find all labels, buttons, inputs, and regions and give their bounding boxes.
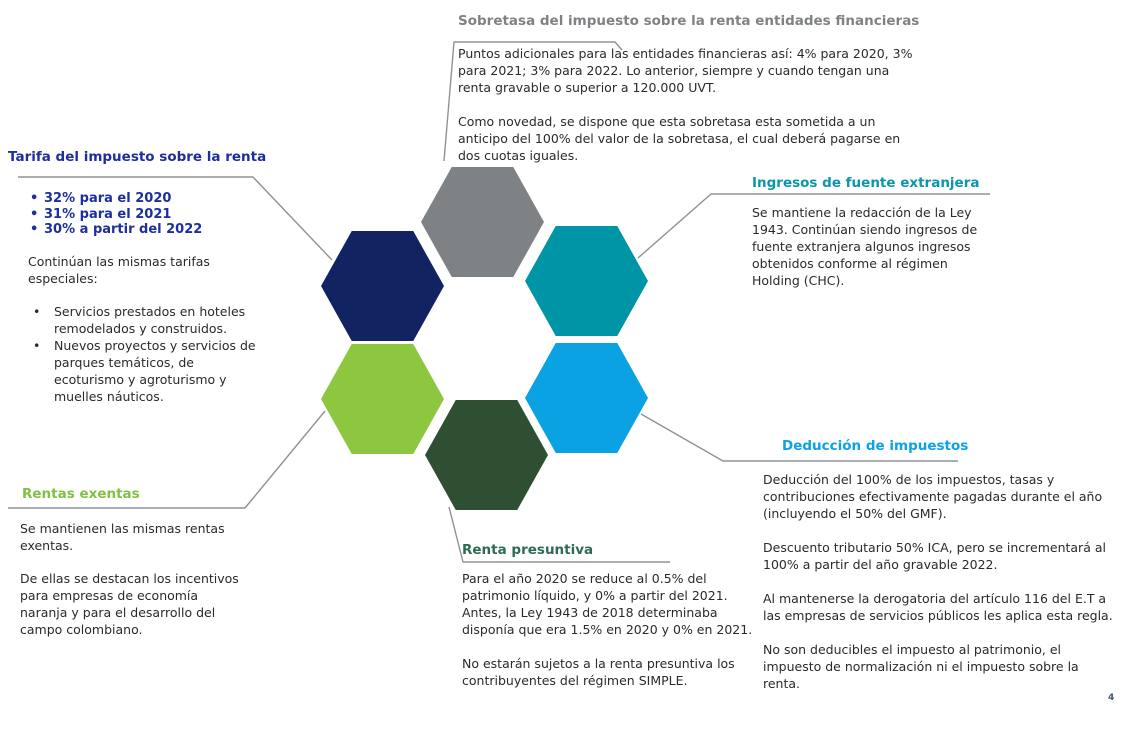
tarifa-intro: Continúan las mismas tarifas especiales:: [28, 253, 210, 286]
hexagon-tarifa: [321, 231, 444, 341]
deduccion-paragraph-1: Deducción del 100% de los impuestos, tasas y contribuciones efectivamente pagadas durante el año (incluyendo el 50% del GMF).: [763, 472, 1103, 521]
deduccion-paragraph-2: Descuento tributario 50% ICA, pero se incrementará al 100% a partir del año gravable 2022.: [763, 540, 1106, 572]
section-deduccion-title: Deducción de impuestos: [782, 438, 969, 454]
hexagon-rentas-exentas: [321, 344, 444, 454]
deduccion-paragraph-3: Al mantenerse la derogatoria del artículo 116 del E.T a las empresas de servicios públicos les aplica esta regla.: [763, 591, 1113, 623]
tarifa-rate-2021: • 31% para el 2021: [30, 207, 280, 223]
hexagon-deduccion: [525, 343, 648, 453]
tarifa-rate-2022: • 30% a partir del 2022: [30, 222, 280, 238]
tarifa-rate-list: [8, 191, 280, 238]
page-number: 4: [1108, 693, 1115, 703]
hexagon-sobretasa: [421, 167, 544, 277]
section-renta-presuntiva-title: Renta presuntiva: [462, 542, 594, 558]
sobretasa-paragraph-1: Puntos adicionales para las entidades financieras así: 4% para 2020, 3% para 2021; 3% para 2022. Lo anterior, siempre y cuando tengan una renta gravable o superior a 120.000 UVT.: [458, 46, 913, 95]
rentas-exentas-paragraph-2: De ellas se destacan los incentivos para empresas de economía naranja y para el desarrollo del campo colombiano.: [20, 571, 239, 637]
hexagon-renta-presuntiva: [425, 400, 548, 510]
tarifa-special-parques: • Nuevos proyectos y servicios de parques temáticos, de ecoturismo y agroturismo y muelles náuticos.: [33, 337, 266, 405]
section-renta-presuntiva: [462, 542, 754, 706]
section-ingresos: [752, 175, 998, 306]
tarifa-special-list: [8, 303, 280, 405]
ingresos-paragraph-1: Se mantiene la redacción de la Ley 1943. Continúan siendo ingresos de fuente extranjera algunos ingresos obtenidos conforme al régimen Holding (CHC).: [752, 205, 978, 288]
hexagon-ingresos: [525, 226, 648, 336]
section-ingresos-title: Ingresos de fuente extranjera: [752, 175, 980, 191]
deduccion-paragraph-4: No son deducibles el impuesto al patrimonio, el impuesto de normalización ni el impuesto sobre la renta.: [763, 642, 1079, 691]
section-tarifa: [8, 149, 280, 405]
tarifa-rate-2020: • 32% para el 2020: [30, 191, 280, 207]
renta-presuntiva-paragraph-2: No estarán sujetos a la renta presuntiva los contribuyentes del régimen SIMPLE.: [462, 656, 735, 688]
renta-presuntiva-paragraph-1: Para el año 2020 se reduce al 0.5% del patrimonio líquido, y 0% a partir del 2021. Antes, la Ley 1943 de 2018 determinaba disponía que era 1.5% en 2020 y 0% en 2021.: [462, 571, 753, 637]
section-sobretasa-title: Sobretasa del impuesto sobre la renta entidades financieras: [458, 13, 920, 29]
sobretasa-paragraph-2: Como novedad, se dispone que esta sobretasa esta sometida a un anticipo del 100% del valor de la sobretasa, el cual deberá pagarse en dos cuotas iguales.: [458, 114, 901, 163]
section-rentas-exentas-title: Rentas exentas: [22, 486, 140, 502]
tarifa-special-hoteles: • Servicios prestados en hoteles remodelados y construidos.: [33, 303, 266, 337]
section-rentas-exentas: [8, 486, 246, 655]
rentas-exentas-paragraph-1: Se mantienen las mismas rentas exentas.: [20, 521, 225, 553]
section-sobretasa: [458, 13, 926, 181]
section-tarifa-title: Tarifa del impuesto sobre la renta: [8, 149, 267, 165]
section-deduccion: [763, 438, 1117, 709]
